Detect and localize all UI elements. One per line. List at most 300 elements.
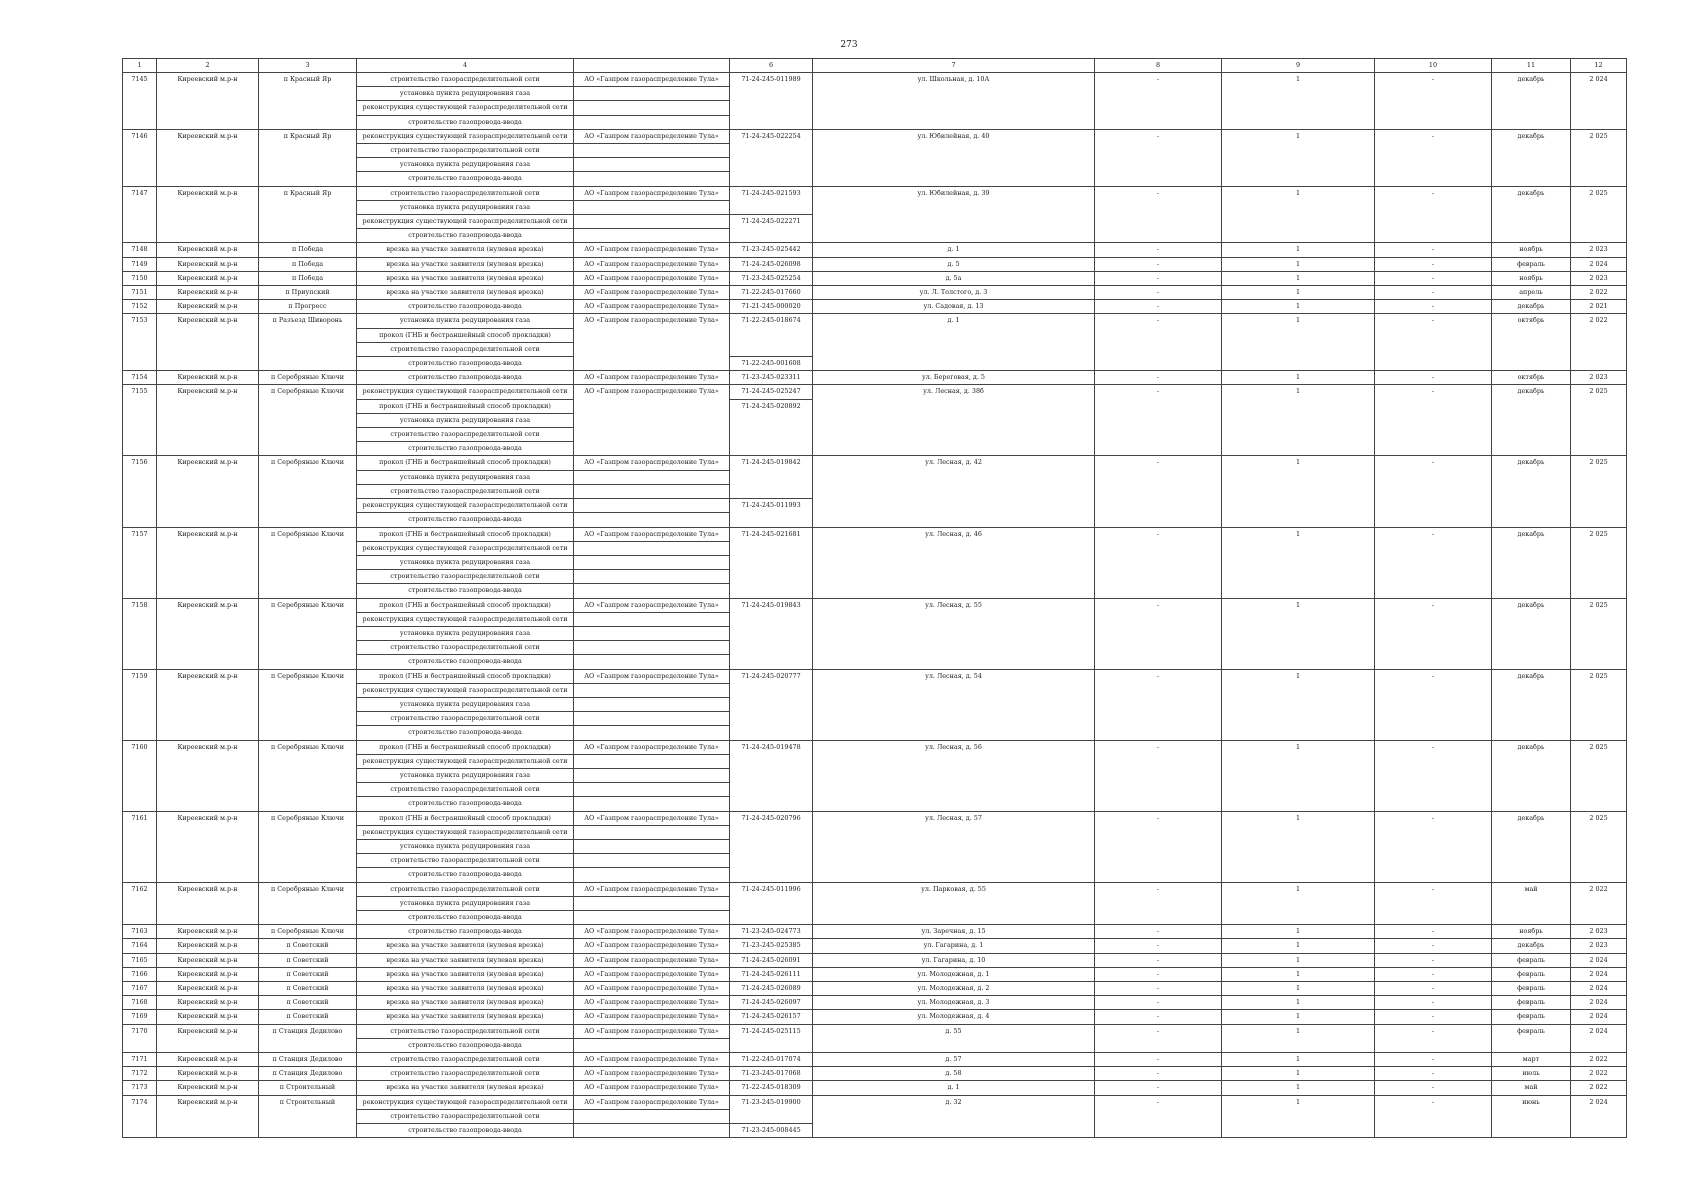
month-cell: июль <box>1492 1067 1571 1081</box>
col-8-cell: - <box>1095 1095 1222 1138</box>
locality-cell: п Строительный <box>259 1095 357 1138</box>
district-cell: Киреевский м.р-н <box>157 598 259 669</box>
district-cell: Киреевский м.р-н <box>157 257 259 271</box>
work-type-cell: строительство газораспределительной сети <box>357 428 574 442</box>
locality-cell: п Приупский <box>259 286 357 300</box>
col-header-8: 8 <box>1095 59 1222 73</box>
organization-cell <box>574 158 730 172</box>
table-row <box>123 527 1627 541</box>
col-8-cell: - <box>1095 996 1222 1010</box>
col-header-7: 7 <box>813 59 1095 73</box>
col-9-cell: 1 <box>1222 953 1375 967</box>
col-8-cell: - <box>1095 953 1222 967</box>
organization-cell <box>574 783 730 797</box>
organization-cell <box>574 683 730 697</box>
work-type-cell: строительство газораспределительной сети <box>357 1067 574 1081</box>
col-9-cell: 1 <box>1222 996 1375 1010</box>
organization-cell <box>574 626 730 640</box>
district-cell: Киреевский м.р-н <box>157 1053 259 1067</box>
col-8-cell: - <box>1095 1067 1222 1081</box>
organization-cell: АО «Газпром газораспределение Тула» <box>574 740 730 754</box>
table-row <box>123 73 1627 87</box>
col-8-cell: - <box>1095 598 1222 669</box>
address-cell: ул. Лесная, д. 57 <box>813 811 1095 882</box>
request-code-cell: 71-24-245-022254 <box>730 129 813 186</box>
organization-cell: АО «Газпром газораспределение Тула» <box>574 243 730 257</box>
year-cell: 2 023 <box>1571 243 1627 257</box>
col-10-cell: - <box>1375 527 1492 598</box>
request-code-cell: 71-23-245-025442 <box>730 243 813 257</box>
col-9-cell: 1 <box>1222 186 1375 243</box>
col-9-cell: 1 <box>1222 1010 1375 1024</box>
organization-cell: АО «Газпром газораспределение Тула» <box>574 73 730 87</box>
year-cell: 2 023 <box>1571 925 1627 939</box>
year-cell: 2 023 <box>1571 271 1627 285</box>
month-cell: июнь <box>1492 1095 1571 1138</box>
address-cell: д. 5а <box>813 271 1095 285</box>
work-type-cell: строительство газопровода-ввода <box>357 868 574 882</box>
col-header-10: 10 <box>1375 59 1492 73</box>
request-code-cell: 71-24-245-011993 <box>730 499 813 527</box>
row-number: 7146 <box>123 129 157 186</box>
locality-cell: п Станция Дедилово <box>259 1067 357 1081</box>
address-cell: д. 1 <box>813 243 1095 257</box>
request-code-cell: 71-24-245-025115 <box>730 1024 813 1052</box>
organization-cell: АО «Газпром газораспределение Тула» <box>574 598 730 612</box>
work-type-cell: строительство газопровода-ввода <box>357 229 574 243</box>
district-cell: Киреевский м.р-н <box>157 286 259 300</box>
district-cell: Киреевский м.р-н <box>157 967 259 981</box>
organization-cell: АО «Газпром газораспределение Тула» <box>574 1095 730 1109</box>
col-8-cell: - <box>1095 371 1222 385</box>
year-cell: 2 024 <box>1571 1095 1627 1138</box>
organization-cell <box>574 712 730 726</box>
address-cell: д. 5 <box>813 257 1095 271</box>
work-type-cell: реконструкция существующей газораспределительной сети <box>357 215 574 229</box>
col-9-cell: 1 <box>1222 271 1375 285</box>
work-type-cell: строительство газораспределительной сети <box>357 186 574 200</box>
organization-cell: АО «Газпром газораспределение Тула» <box>574 527 730 541</box>
col-8-cell: - <box>1095 982 1222 996</box>
address-cell: ул. Лесная, д. 38б <box>813 385 1095 456</box>
col-9-cell: 1 <box>1222 882 1375 925</box>
col-8-cell: - <box>1095 129 1222 186</box>
request-code-cell: 71-24-245-011996 <box>730 882 813 925</box>
work-type-cell: строительство газопровода-ввода <box>357 584 574 598</box>
address-cell: ул. Молодежная, д. 4 <box>813 1010 1095 1024</box>
year-cell: 2 023 <box>1571 939 1627 953</box>
col-8-cell: - <box>1095 882 1222 925</box>
organization-cell: АО «Газпром газораспределение Тула» <box>574 811 730 825</box>
work-type-cell: реконструкция существующей газораспределительной сети <box>357 101 574 115</box>
work-type-cell: установка пункта редуцирования газа <box>357 158 574 172</box>
work-type-cell: реконструкция существующей газораспределительной сети <box>357 612 574 626</box>
work-type-cell: строительство газопровода-ввода <box>357 1124 574 1138</box>
work-type-cell: строительство газораспределительной сети <box>357 144 574 158</box>
table-row <box>123 1067 1627 1081</box>
work-type-cell: врезка на участке заявителя (нулевая врезка) <box>357 243 574 257</box>
year-cell: 2 025 <box>1571 186 1627 243</box>
col-header-11: 11 <box>1492 59 1571 73</box>
work-type-cell: строительство газопровода-ввода <box>357 442 574 456</box>
organization-cell: АО «Газпром газораспределение Тула» <box>574 1067 730 1081</box>
work-type-cell: врезка на участке заявителя (нулевая врезка) <box>357 1010 574 1024</box>
request-code-cell: 71-22-245-001608 <box>730 357 813 371</box>
work-type-cell: врезка на участке заявителя (нулевая врезка) <box>357 271 574 285</box>
organization-cell: АО «Газпром газораспределение Тула» <box>574 669 730 683</box>
request-code-cell: 71-24-245-022271 <box>730 215 813 243</box>
district-cell: Киреевский м.р-н <box>157 1095 259 1138</box>
month-cell: февраль <box>1492 257 1571 271</box>
request-code-cell: 71-23-245-025254 <box>730 271 813 285</box>
row-number: 7173 <box>123 1081 157 1095</box>
year-cell: 2 025 <box>1571 456 1627 527</box>
work-type-cell: реконструкция существующей газораспределительной сети <box>357 683 574 697</box>
row-number: 7174 <box>123 1095 157 1138</box>
organization-cell <box>574 1038 730 1052</box>
locality-cell: п Красный Яр <box>259 73 357 130</box>
work-type-cell: строительство газораспределительной сети <box>357 783 574 797</box>
col-10-cell: - <box>1375 953 1492 967</box>
work-type-cell: установка пункта редуцирования газа <box>357 200 574 214</box>
locality-cell: п Победа <box>259 243 357 257</box>
table-row <box>123 129 1627 143</box>
district-cell: Киреевский м.р-н <box>157 385 259 456</box>
organization-cell: АО «Газпром газораспределение Тула» <box>574 1081 730 1095</box>
organization-cell <box>574 839 730 853</box>
address-cell: ул. Школьная, д. 10А <box>813 73 1095 130</box>
request-code-cell: 71-24-245-019478 <box>730 740 813 811</box>
organization-cell <box>574 570 730 584</box>
row-number: 7169 <box>123 1010 157 1024</box>
col-10-cell: - <box>1375 996 1492 1010</box>
organization-cell: АО «Газпром газораспределение Тула» <box>574 1053 730 1067</box>
organization-cell: АО «Газпром газораспределение Тула» <box>574 982 730 996</box>
col-10-cell: - <box>1375 740 1492 811</box>
district-cell: Киреевский м.р-н <box>157 982 259 996</box>
col-9-cell: 1 <box>1222 1095 1375 1138</box>
district-cell: Киреевский м.р-н <box>157 925 259 939</box>
organization-cell <box>574 200 730 214</box>
work-type-cell: строительство газораспределительной сети <box>357 712 574 726</box>
locality-cell: п Победа <box>259 257 357 271</box>
year-cell: 2 025 <box>1571 527 1627 598</box>
col-10-cell: - <box>1375 286 1492 300</box>
work-type-cell: установка пункта редуцирования газа <box>357 626 574 640</box>
work-type-cell: строительство газопровода-ввода <box>357 910 574 924</box>
district-cell: Киреевский м.р-н <box>157 953 259 967</box>
locality-cell: п Серебряные Ключи <box>259 811 357 882</box>
request-code-cell: 71-24-245-011989 <box>730 73 813 130</box>
locality-cell: п Разъезд Шиворонь <box>259 314 357 371</box>
work-type-cell: строительство газораспределительной сети <box>357 484 574 498</box>
month-cell: май <box>1492 1081 1571 1095</box>
organization-cell: АО «Газпром газораспределение Тула» <box>574 314 730 371</box>
organization-cell: АО «Газпром газораспределение Тула» <box>574 996 730 1010</box>
work-type-cell: установка пункта редуцирования газа <box>357 896 574 910</box>
table-body <box>123 73 1627 1138</box>
locality-cell: п Красный Яр <box>259 129 357 186</box>
address-cell: д. 1 <box>813 1081 1095 1095</box>
year-cell: 2 025 <box>1571 811 1627 882</box>
col-9-cell: 1 <box>1222 371 1375 385</box>
month-cell: февраль <box>1492 953 1571 967</box>
row-number: 7145 <box>123 73 157 130</box>
year-cell: 2 025 <box>1571 740 1627 811</box>
work-type-cell: установка пункта редуцирования газа <box>357 314 574 328</box>
locality-cell: п Серебряные Ключи <box>259 740 357 811</box>
table-row <box>123 300 1627 314</box>
request-code-cell: 71-24-245-019842 <box>730 456 813 499</box>
row-number: 7147 <box>123 186 157 243</box>
col-9-cell: 1 <box>1222 740 1375 811</box>
month-cell: декабрь <box>1492 186 1571 243</box>
month-cell: февраль <box>1492 1024 1571 1052</box>
address-cell: ул. Молодежная, д. 3 <box>813 996 1095 1010</box>
col-9-cell: 1 <box>1222 527 1375 598</box>
organization-cell <box>574 87 730 101</box>
organization-cell <box>574 115 730 129</box>
work-type-cell: врезка на участке заявителя (нулевая врезка) <box>357 1081 574 1095</box>
work-type-cell: установка пункта редуцирования газа <box>357 839 574 853</box>
request-code-cell: 71-22-245-017660 <box>730 286 813 300</box>
col-10-cell: - <box>1375 669 1492 740</box>
request-code-cell: 71-24-245-026091 <box>730 953 813 967</box>
request-code-cell: 71-24-245-019843 <box>730 598 813 669</box>
col-8-cell: - <box>1095 73 1222 130</box>
table-row <box>123 925 1627 939</box>
table-row <box>123 882 1627 896</box>
organization-cell <box>574 655 730 669</box>
year-cell: 2 024 <box>1571 982 1627 996</box>
locality-cell: п Советский <box>259 953 357 967</box>
col-10-cell: - <box>1375 314 1492 371</box>
row-number: 7157 <box>123 527 157 598</box>
gasification-table <box>122 58 1627 1138</box>
organization-cell: АО «Газпром газораспределение Тула» <box>574 1010 730 1024</box>
month-cell: февраль <box>1492 1010 1571 1024</box>
work-type-cell: прокол (ГНБ и бестраншейный способ прокладки) <box>357 811 574 825</box>
request-code-cell: 71-24-245-026111 <box>730 967 813 981</box>
address-cell: д. 55 <box>813 1024 1095 1052</box>
table-row <box>123 1053 1627 1067</box>
address-cell: ул. Юбилейная, д. 40 <box>813 129 1095 186</box>
organization-cell: АО «Газпром газораспределение Тула» <box>574 925 730 939</box>
col-9-cell: 1 <box>1222 314 1375 371</box>
month-cell: октябрь <box>1492 371 1571 385</box>
month-cell: декабрь <box>1492 300 1571 314</box>
locality-cell: п Серебряные Ключи <box>259 669 357 740</box>
work-type-cell: врезка на участке заявителя (нулевая врезка) <box>357 996 574 1010</box>
row-number: 7172 <box>123 1067 157 1081</box>
month-cell: декабрь <box>1492 456 1571 527</box>
work-type-cell: установка пункта редуцирования газа <box>357 697 574 711</box>
table-row <box>123 1095 1627 1109</box>
col-8-cell: - <box>1095 456 1222 527</box>
organization-cell: АО «Газпром газораспределение Тула» <box>574 271 730 285</box>
month-cell: апрель <box>1492 286 1571 300</box>
year-cell: 2 024 <box>1571 257 1627 271</box>
work-type-cell: прокол (ГНБ и бестраншейный способ прокладки) <box>357 456 574 470</box>
col-10-cell: - <box>1375 598 1492 669</box>
district-cell: Киреевский м.р-н <box>157 669 259 740</box>
organization-cell: АО «Газпром газораспределение Тула» <box>574 385 730 456</box>
locality-cell: п Победа <box>259 271 357 285</box>
district-cell: Киреевский м.р-н <box>157 186 259 243</box>
row-number: 7152 <box>123 300 157 314</box>
row-number: 7155 <box>123 385 157 456</box>
organization-cell <box>574 825 730 839</box>
work-type-cell: строительство газораспределительной сети <box>357 342 574 356</box>
month-cell: декабрь <box>1492 73 1571 130</box>
year-cell: 2 022 <box>1571 314 1627 371</box>
month-cell: октябрь <box>1492 314 1571 371</box>
table-row <box>123 371 1627 385</box>
organization-cell <box>574 229 730 243</box>
work-type-cell: врезка на участке заявителя (нулевая врезка) <box>357 982 574 996</box>
locality-cell: п Станция Дедилово <box>259 1024 357 1052</box>
work-type-cell: строительство газопровода-ввода <box>357 513 574 527</box>
col-8-cell: - <box>1095 186 1222 243</box>
request-code-cell: 71-23-245-024773 <box>730 925 813 939</box>
locality-cell: п Советский <box>259 939 357 953</box>
work-type-cell: строительство газораспределительной сети <box>357 1024 574 1038</box>
district-cell: Киреевский м.р-н <box>157 314 259 371</box>
request-code-cell: 71-23-245-008445 <box>730 1124 813 1138</box>
request-code-cell: 71-23-245-023311 <box>730 371 813 385</box>
col-8-cell: - <box>1095 314 1222 371</box>
year-cell: 2 024 <box>1571 967 1627 981</box>
table-row <box>123 953 1627 967</box>
locality-cell: п Красный Яр <box>259 186 357 243</box>
work-type-cell: строительство газопровода-ввода <box>357 925 574 939</box>
organization-cell <box>574 854 730 868</box>
organization-cell <box>574 513 730 527</box>
year-cell: 2 025 <box>1571 598 1627 669</box>
col-header-9: 9 <box>1222 59 1375 73</box>
organization-cell <box>574 868 730 882</box>
district-cell: Киреевский м.р-н <box>157 740 259 811</box>
col-8-cell: - <box>1095 271 1222 285</box>
col-header-12: 12 <box>1571 59 1627 73</box>
address-cell: ул. Лесная, д. 42 <box>813 456 1095 527</box>
page-number: 273 <box>840 40 858 50</box>
col-9-cell: 1 <box>1222 385 1375 456</box>
address-cell: ул. Береговая, д. 5 <box>813 371 1095 385</box>
table-row <box>123 271 1627 285</box>
col-8-cell: - <box>1095 257 1222 271</box>
organization-cell <box>574 896 730 910</box>
work-type-cell: прокол (ГНБ и бестраншейный способ прокладки) <box>357 328 574 342</box>
row-number: 7150 <box>123 271 157 285</box>
table-row <box>123 811 1627 825</box>
row-number: 7170 <box>123 1024 157 1052</box>
request-code-cell: 71-24-245-026157 <box>730 1010 813 1024</box>
work-type-cell: врезка на участке заявителя (нулевая врезка) <box>357 286 574 300</box>
work-type-cell: реконструкция существующей газораспределительной сети <box>357 825 574 839</box>
locality-cell: п Серебряные Ключи <box>259 925 357 939</box>
work-type-cell: прокол (ГНБ и бестраншейный способ прокладки) <box>357 527 574 541</box>
col-10-cell: - <box>1375 456 1492 527</box>
organization-cell: АО «Газпром газораспределение Тула» <box>574 967 730 981</box>
month-cell: ноябрь <box>1492 271 1571 285</box>
col-8-cell: - <box>1095 1053 1222 1067</box>
table-row <box>123 996 1627 1010</box>
month-cell: ноябрь <box>1492 925 1571 939</box>
request-code-cell: 71-22-245-018674 <box>730 314 813 357</box>
col-8-cell: - <box>1095 527 1222 598</box>
locality-cell: п Серебряные Ключи <box>259 456 357 527</box>
col-9-cell: 1 <box>1222 300 1375 314</box>
request-code-cell: 71-24-245-020892 <box>730 399 813 456</box>
district-cell: Киреевский м.р-н <box>157 371 259 385</box>
locality-cell: п Серебряные Ключи <box>259 385 357 456</box>
request-code-cell: 71-24-245-020777 <box>730 669 813 740</box>
row-number: 7156 <box>123 456 157 527</box>
organization-cell: АО «Газпром газораспределение Тула» <box>574 882 730 896</box>
table-row <box>123 1024 1627 1038</box>
table-row <box>123 1081 1627 1095</box>
work-type-cell: реконструкция существующей газораспределительной сети <box>357 385 574 399</box>
request-code-cell: 71-22-245-018309 <box>730 1081 813 1095</box>
col-8-cell: - <box>1095 811 1222 882</box>
month-cell: декабрь <box>1492 385 1571 456</box>
month-cell: декабрь <box>1492 740 1571 811</box>
work-type-cell: строительство газопровода-ввода <box>357 655 574 669</box>
table-row <box>123 385 1627 399</box>
organization-cell <box>574 726 730 740</box>
year-cell: 2 022 <box>1571 1081 1627 1095</box>
locality-cell: п Советский <box>259 1010 357 1024</box>
work-type-cell: прокол (ГНБ и бестраншейный способ прокладки) <box>357 740 574 754</box>
year-cell: 2 024 <box>1571 73 1627 130</box>
month-cell: декабрь <box>1492 811 1571 882</box>
district-cell: Киреевский м.р-н <box>157 939 259 953</box>
locality-cell: п Советский <box>259 982 357 996</box>
month-cell: февраль <box>1492 996 1571 1010</box>
organization-cell: АО «Газпром газораспределение Тула» <box>574 371 730 385</box>
header-row <box>123 59 1627 73</box>
work-type-cell: строительство газораспределительной сети <box>357 1053 574 1067</box>
col-10-cell: - <box>1375 882 1492 925</box>
district-cell: Киреевский м.р-н <box>157 1067 259 1081</box>
row-number: 7168 <box>123 996 157 1010</box>
col-9-cell: 1 <box>1222 967 1375 981</box>
year-cell: 2 023 <box>1571 371 1627 385</box>
work-type-cell: реконструкция существующей газораспределительной сети <box>357 129 574 143</box>
locality-cell: п Серебряные Ключи <box>259 882 357 925</box>
organization-cell <box>574 697 730 711</box>
address-cell: ул. Лесная, д. 55 <box>813 598 1095 669</box>
col-header-5 <box>574 59 730 73</box>
organization-cell <box>574 172 730 186</box>
table-row <box>123 243 1627 257</box>
district-cell: Киреевский м.р-н <box>157 271 259 285</box>
col-9-cell: 1 <box>1222 939 1375 953</box>
request-code-cell: 71-24-245-025247 <box>730 385 813 399</box>
col-10-cell: - <box>1375 385 1492 456</box>
col-8-cell: - <box>1095 286 1222 300</box>
locality-cell: п Советский <box>259 996 357 1010</box>
district-cell: Киреевский м.р-н <box>157 1081 259 1095</box>
request-code-cell: 71-24-245-021593 <box>730 186 813 214</box>
row-number: 7160 <box>123 740 157 811</box>
col-8-cell: - <box>1095 740 1222 811</box>
work-type-cell: строительство газопровода-ввода <box>357 115 574 129</box>
locality-cell: п Прогресс <box>259 300 357 314</box>
work-type-cell: врезка на участке заявителя (нулевая врезка) <box>357 953 574 967</box>
address-cell: д. 32 <box>813 1095 1095 1138</box>
